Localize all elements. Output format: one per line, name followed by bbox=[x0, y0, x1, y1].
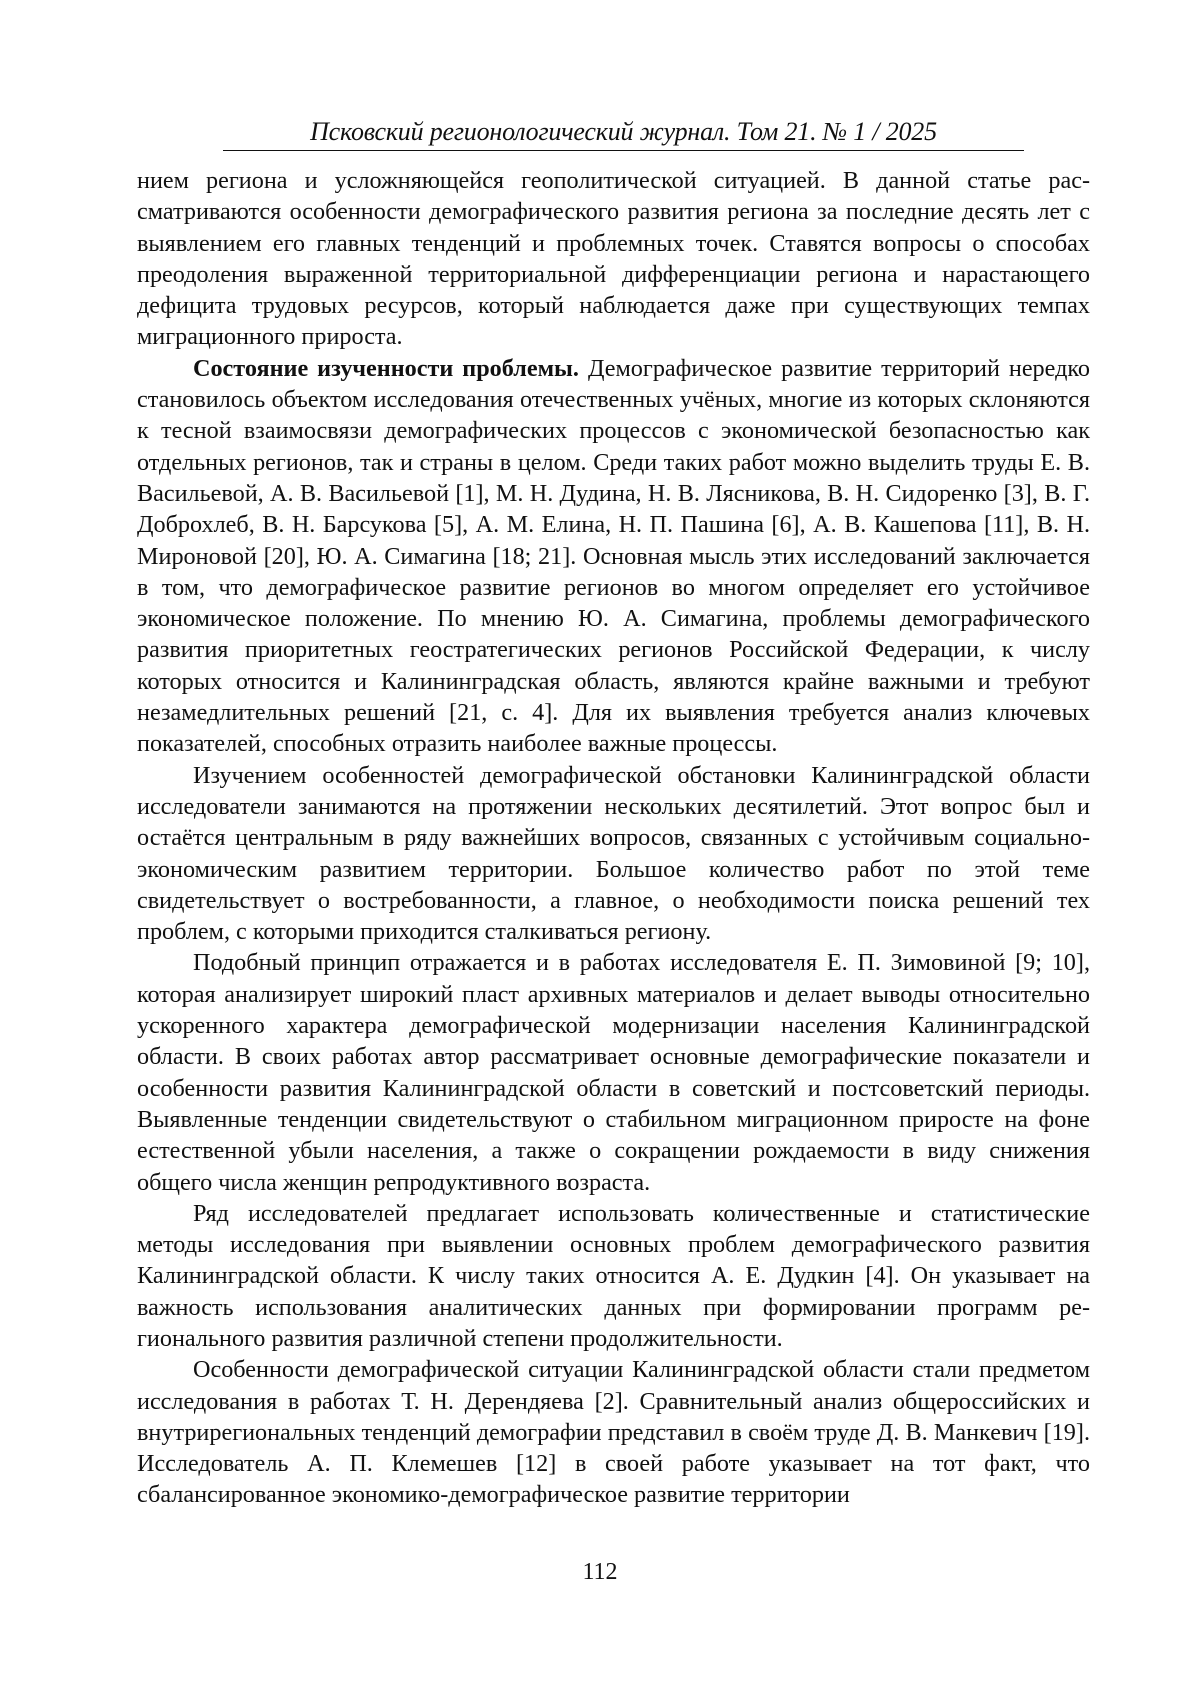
paragraph-quantitative-methods: Ряд исследователей предлагает использовать количественные и статистические методы исследования при выявлении основных проблем демографического развития Калининградской области. К числу таких относится А. Е. Дудкин [4]. Он указывает на важность использования аналитических данных при формировании программ регионального развития различной степени продолжительности. bbox=[137, 1199, 1090, 1352]
section-heading-state-of-research: Состояние изученности проблемы. bbox=[193, 354, 579, 382]
article-body bbox=[137, 165, 1090, 1511]
paragraph-continuation: нием региона и усложняющейся геополитической ситуацией. В данной статье рассматриваются особенности демографического развития региона за последние десять лет с выявлением его главных тенденций и проблемных точек. Ставятся вопросы о способах преодоления выраженной территориальной дифференциации региона и нарастающего дефицита трудовых ресурсов, который наблюдается даже при существующих темпах миграционного прироста. bbox=[137, 167, 1090, 351]
running-header: Псковский регионологический журнал. Том 21. № 1 / 2025 bbox=[223, 118, 1024, 151]
paragraph-state-of-research-text: Демографическое развитие территорий нередко становилось объектом исследования отечественных учёных, многие из которых склоняются к тесной взаимосвязи демографических процессов с экономической безопасностью как отдельных регионов, так и страны в целом. Среди таких работ можно выделить труды Е. В. Васильевой, А. В. Васильевой [1], М. Н. Дудина, Н. В. Лясникова, В. Н. Сидоренко [3], В. Г. Доброхлеб, В. Н. Барсукова [5], А. М. Елина, Н. П. Пашина [6], А. В. Кашепова [11], В. Н. Мироновой [20], Ю. А. Симагина [18; 21]. Основная мысль этих исследований заключается в том, что демографическое развитие регионов во многом определяет его устойчивое экономическое положение. По мнению Ю. А. Симагина, проблемы демографического развития приоритетных геостратегических регионов Российской Федерации, к числу которых относится и Калининградская область, являются крайне важными и требуют незамедлительных решений [21, с. 4]. Для их выявления требуется анализ ключевых показателей, способных отразить наиболее важные процессы. bbox=[137, 354, 1090, 758]
paragraph-state-of-research bbox=[137, 353, 1090, 760]
paragraph-zimovina: Подобный принцип отражается и в работах исследователя Е. П. Зимовиной [9; 10], которая анализирует широкий пласт архивных материалов и делает выводы относительно ускоренного характера демографической модернизации населения Калининградской области. В своих работах автор рассматривает основные демографические показатели и особенности развития Калининградской области в советский и постсоветский периоды. Выявленные тенденции свидетельствуют о стабильном миграционном приросте на фоне естественной убыли населения, а также о сокращении рождаемости в виду снижения общего числа женщин репродуктивного возраста. bbox=[137, 949, 1090, 1196]
page-number: 112 bbox=[582, 1559, 618, 1585]
paragraph-kaliningrad-studies: Изучением особенностей демографической обстановки Калининградской области исследователи занимаются на протяжении нескольких десятилетий. Этот вопрос был и остаётся центральным в ряду важнейших вопросов, связанных с устойчивым социально-экономическим развитием территории. Большое количество работ по этой теме свидетельствует о востребованности, а главное, о необходимости поиска решений тех проблем, с которыми приходится сталкиваться региону. bbox=[137, 761, 1090, 946]
paragraph-demographic-situation: Особенности демографической ситуации Калининградской области стали предметом исследования в работах Т. Н. Дерендяева [2]. Сравнительный анализ общероссийских и внутрирегиональных тенденций демографии представил в своём труде Д. В. Манкевич [19]. Исследователь А. П. Клемешев [12] в своей работе указывает на тот факт, что сбалансированное экономико-демографическое развитие территории bbox=[137, 1356, 1090, 1509]
